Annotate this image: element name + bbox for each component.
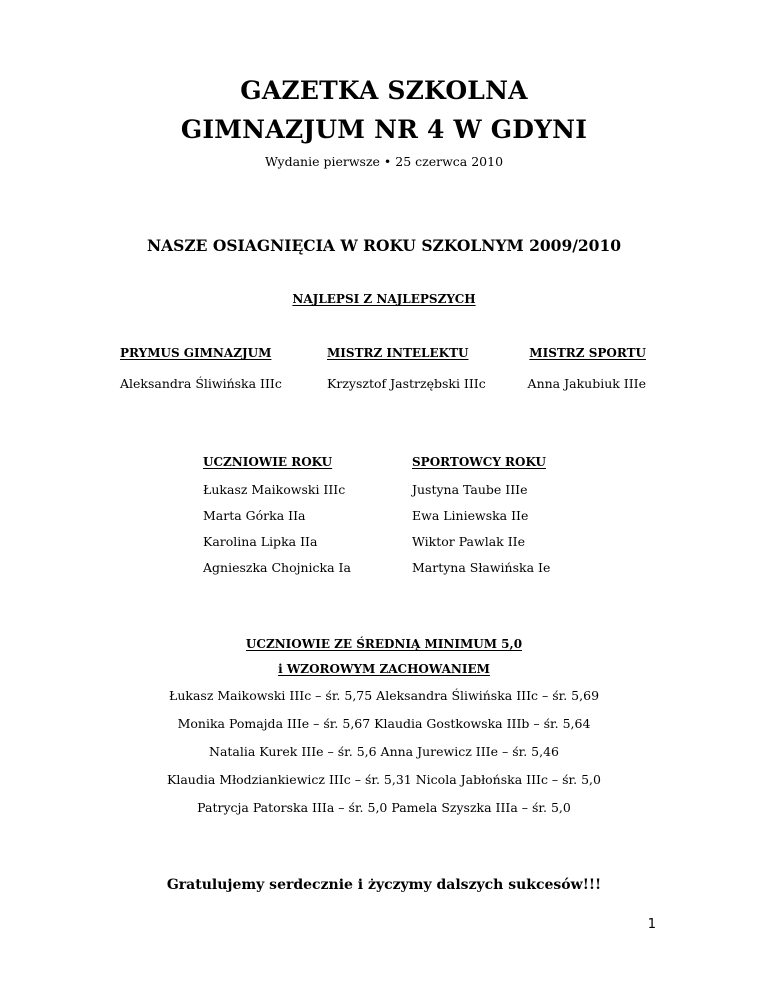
list-item: Agnieszka Chojnicka Ia — [203, 560, 351, 575]
honor-roll-line: Patrycja Patorska IIIa – śr. 5,0 Pamela Szyszka IIIa – śr. 5,0 — [197, 800, 571, 815]
honor-roll-line: Łukasz Maikowski IIIc – śr. 5,75 Aleksandra Śliwińska IIIc – śr. 5,69 — [168, 688, 600, 703]
section-title: NASZE OSIAGNIĘCIA W ROKU SZKOLNYM 2009/2010 — [146, 236, 622, 255]
list-item: Justyna Taube IIIe — [412, 482, 528, 497]
closing-message: Gratulujemy serdecznie i życzymy dalszych sukcesów!!! — [166, 877, 602, 893]
students-of-year-heading: UCZNIOWIE ROKU — [203, 455, 333, 469]
list-item: Ewa Liniewska IIe — [412, 508, 529, 523]
page-number: 1 — [647, 917, 656, 932]
athletes-of-year-heading: SPORTOWCY ROKU — [412, 455, 546, 469]
list-item: Marta Górka IIa — [203, 508, 306, 523]
honor-roll-line: Monika Pomajda IIIe – śr. 5,67 Klaudia Gostkowska IIIb – śr. 5,64 — [177, 716, 591, 731]
award-category: PRYMUS GIMNAZJUM — [120, 346, 272, 360]
award-winner: Aleksandra Śliwińska IIIc — [120, 376, 282, 391]
list-item: Karolina Lipka IIa — [203, 534, 318, 549]
award-winner: Anna Jakubiuk IIIe — [527, 376, 646, 391]
list-item: Martyna Sławińska Ie — [412, 560, 551, 575]
list-item: Łukasz Maikowski IIIc — [203, 482, 346, 497]
honor-roll-line: Klaudia Młodziankiewicz IIIc – śr. 5,31 Nicola Jabłońska IIIc – śr. 5,0 — [167, 772, 601, 787]
edition-info: Wydanie pierwsze • 25 czerwca 2010 — [264, 154, 504, 169]
school-name: GIMNAZJUM NR 4 W GDYNI — [180, 115, 588, 144]
newsletter-title: GAZETKA SZKOLNA — [240, 76, 528, 105]
award-winner: Krzysztof Jastrzębski IIIc — [327, 376, 486, 391]
award-category: MISTRZ SPORTU — [529, 346, 646, 360]
honor-roll-subheading: i WZOROWYM ZACHOWANIEM — [278, 662, 490, 676]
honor-roll-line: Natalia Kurek IIIe – śr. 5,6 Anna Jurewicz IIIe – śr. 5,46 — [209, 744, 559, 759]
section-subtitle: NAJLEPSI Z NAJLEPSZYCH — [292, 292, 476, 306]
honor-roll-heading: UCZNIOWIE ZE ŚREDNIĄ MINIMUM 5,0 — [245, 637, 523, 651]
list-item: Wiktor Pawlak IIe — [412, 534, 525, 549]
award-category: MISTRZ INTELEKTU — [327, 346, 469, 360]
